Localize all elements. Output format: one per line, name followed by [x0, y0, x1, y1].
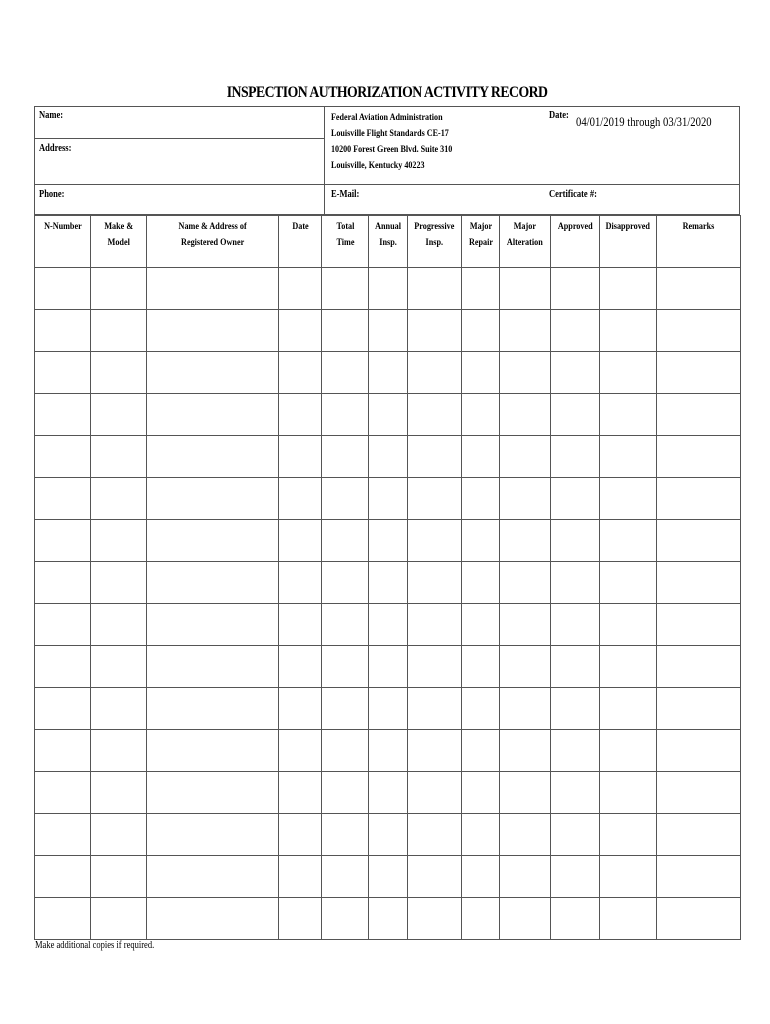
table-cell[interactable]: [279, 604, 322, 646]
table-cell[interactable]: [322, 898, 369, 940]
table-cell[interactable]: [600, 898, 657, 940]
table-cell[interactable]: [462, 310, 500, 352]
table-cell[interactable]: [408, 352, 462, 394]
table-cell[interactable]: [369, 310, 408, 352]
table-cell[interactable]: [279, 814, 322, 856]
address-label: Address:: [39, 143, 72, 154]
table-cell[interactable]: [600, 394, 657, 436]
table-row: [35, 730, 741, 772]
table-cell[interactable]: [408, 646, 462, 688]
table-cell[interactable]: [147, 394, 279, 436]
table-cell[interactable]: [91, 394, 147, 436]
table-cell[interactable]: [462, 814, 500, 856]
table-cell[interactable]: [500, 394, 551, 436]
table-cell[interactable]: [91, 772, 147, 814]
table-row: [35, 268, 741, 310]
table-row: [35, 478, 741, 520]
table-cell[interactable]: [35, 478, 91, 520]
table-cell[interactable]: [147, 436, 279, 478]
table-cell[interactable]: [35, 352, 91, 394]
table-cell[interactable]: [279, 436, 322, 478]
table-cell[interactable]: [600, 520, 657, 562]
table-cell[interactable]: [147, 814, 279, 856]
table-cell[interactable]: [369, 688, 408, 730]
table-cell[interactable]: [462, 898, 500, 940]
table-cell[interactable]: [551, 268, 600, 310]
faa-line-3: 10200 Forest Green Blvd. Suite 310: [331, 145, 453, 155]
table-cell[interactable]: [322, 856, 369, 898]
table-cell[interactable]: [279, 562, 322, 604]
col-make-model: Make & Model: [91, 216, 147, 268]
table-cell[interactable]: [462, 562, 500, 604]
date-range-value: 04/01/2019 through 03/31/2020: [576, 114, 712, 129]
table-cell[interactable]: [408, 688, 462, 730]
table-cell[interactable]: [600, 772, 657, 814]
col-disapproved: Disapproved: [600, 216, 657, 268]
table-cell[interactable]: [279, 730, 322, 772]
table-cell[interactable]: [462, 352, 500, 394]
table-cell[interactable]: [369, 646, 408, 688]
table-cell[interactable]: [147, 898, 279, 940]
table-cell[interactable]: [322, 814, 369, 856]
faa-line-4: Louisville, Kentucky 40223: [331, 161, 425, 171]
table-cell[interactable]: [279, 646, 322, 688]
col-major-alteration: Major Alteration: [500, 216, 551, 268]
table-cell[interactable]: [408, 856, 462, 898]
table-cell[interactable]: [322, 562, 369, 604]
table-cell[interactable]: [322, 268, 369, 310]
table-cell[interactable]: [147, 688, 279, 730]
table-cell[interactable]: [657, 310, 741, 352]
activity-log-table: [34, 215, 741, 940]
table-cell[interactable]: [462, 730, 500, 772]
table-cell[interactable]: [35, 772, 91, 814]
table-cell[interactable]: [551, 772, 600, 814]
table-cell[interactable]: [600, 730, 657, 772]
table-cell[interactable]: [600, 814, 657, 856]
table-cell[interactable]: [147, 646, 279, 688]
table-cell[interactable]: [35, 268, 91, 310]
table-cell[interactable]: [551, 646, 600, 688]
table-cell[interactable]: [35, 520, 91, 562]
table-cell[interactable]: [600, 352, 657, 394]
table-cell[interactable]: [279, 268, 322, 310]
table-cell[interactable]: [462, 436, 500, 478]
table-cell[interactable]: [147, 856, 279, 898]
table-cell[interactable]: [369, 772, 408, 814]
table-cell[interactable]: [462, 268, 500, 310]
table-cell[interactable]: [657, 688, 741, 730]
table-row: [35, 646, 741, 688]
table-cell[interactable]: [91, 856, 147, 898]
table-cell[interactable]: [500, 688, 551, 730]
table-cell[interactable]: [147, 310, 279, 352]
table-cell[interactable]: [500, 436, 551, 478]
table-cell[interactable]: [408, 562, 462, 604]
table-cell[interactable]: [462, 688, 500, 730]
table-row: [35, 814, 741, 856]
table-cell[interactable]: [279, 310, 322, 352]
table-cell[interactable]: [500, 856, 551, 898]
table-cell[interactable]: [500, 352, 551, 394]
table-cell[interactable]: [657, 814, 741, 856]
table-cell[interactable]: [657, 478, 741, 520]
table-cell[interactable]: [551, 814, 600, 856]
table-row: [35, 898, 741, 940]
table-cell[interactable]: [35, 688, 91, 730]
table-cell[interactable]: [551, 604, 600, 646]
table-cell[interactable]: [147, 772, 279, 814]
col-progressive-insp: Progressive Insp.: [408, 216, 462, 268]
table-cell[interactable]: [657, 520, 741, 562]
table-cell[interactable]: [408, 268, 462, 310]
table-cell[interactable]: [91, 352, 147, 394]
col-total-time: Total Time: [322, 216, 369, 268]
table-cell[interactable]: [369, 604, 408, 646]
table-cell[interactable]: [35, 310, 91, 352]
table-row: [35, 688, 741, 730]
faa-line-2: Louisville Flight Standards CE-17: [331, 129, 449, 139]
table-cell[interactable]: [462, 604, 500, 646]
faa-address-block: [331, 110, 452, 174]
table-cell[interactable]: [91, 520, 147, 562]
table-cell[interactable]: [500, 730, 551, 772]
table-cell[interactable]: [462, 772, 500, 814]
table-cell[interactable]: [408, 772, 462, 814]
table-cell[interactable]: [551, 688, 600, 730]
table-cell[interactable]: [322, 352, 369, 394]
table-cell[interactable]: [657, 436, 741, 478]
table-cell[interactable]: [551, 520, 600, 562]
table-cell[interactable]: [35, 856, 91, 898]
table-cell[interactable]: [35, 646, 91, 688]
table-row: [35, 352, 741, 394]
table-cell[interactable]: [551, 352, 600, 394]
table-cell[interactable]: [322, 394, 369, 436]
table-cell[interactable]: [551, 898, 600, 940]
table-cell[interactable]: [369, 268, 408, 310]
name-label: Name:: [39, 110, 64, 121]
table-cell[interactable]: [600, 646, 657, 688]
table-cell[interactable]: [147, 478, 279, 520]
table-cell[interactable]: [408, 604, 462, 646]
table-cell[interactable]: [551, 394, 600, 436]
table-header-row: [35, 216, 741, 268]
date-label: Date:: [549, 110, 569, 121]
table-cell[interactable]: [657, 646, 741, 688]
table-cell[interactable]: [35, 436, 91, 478]
table-cell[interactable]: [462, 646, 500, 688]
table-cell[interactable]: [369, 856, 408, 898]
table-cell[interactable]: [462, 394, 500, 436]
table-cell[interactable]: [35, 730, 91, 772]
table-row: [35, 394, 741, 436]
table-cell[interactable]: [408, 436, 462, 478]
header-divider-name-address: [34, 138, 324, 139]
header-divider-phone: [34, 184, 740, 185]
table-cell[interactable]: [408, 478, 462, 520]
table-cell[interactable]: [322, 478, 369, 520]
table-cell[interactable]: [600, 310, 657, 352]
table-cell[interactable]: [322, 310, 369, 352]
table-cell[interactable]: [657, 772, 741, 814]
table-row: [35, 772, 741, 814]
table-row: [35, 436, 741, 478]
table-cell[interactable]: [369, 814, 408, 856]
phone-label: Phone:: [39, 189, 65, 200]
table-cell[interactable]: [408, 814, 462, 856]
table-cell[interactable]: [279, 688, 322, 730]
table-cell[interactable]: [408, 310, 462, 352]
table-cell[interactable]: [657, 898, 741, 940]
table-cell[interactable]: [551, 856, 600, 898]
table-cell[interactable]: [147, 730, 279, 772]
table-cell[interactable]: [657, 604, 741, 646]
table-cell[interactable]: [408, 394, 462, 436]
table-cell[interactable]: [279, 352, 322, 394]
table-cell[interactable]: [91, 268, 147, 310]
table-cell[interactable]: [279, 898, 322, 940]
table-cell[interactable]: [462, 478, 500, 520]
table-cell[interactable]: [369, 352, 408, 394]
table-cell[interactable]: [147, 604, 279, 646]
table-cell[interactable]: [500, 562, 551, 604]
table-cell[interactable]: [600, 856, 657, 898]
table-cell[interactable]: [369, 478, 408, 520]
header-divider-vertical: [324, 106, 325, 215]
table-row: [35, 856, 741, 898]
table-cell[interactable]: [500, 310, 551, 352]
table-cell[interactable]: [551, 562, 600, 604]
table-cell[interactable]: [147, 352, 279, 394]
table-cell[interactable]: [500, 772, 551, 814]
table-cell[interactable]: [35, 898, 91, 940]
table-cell[interactable]: [600, 562, 657, 604]
table-cell[interactable]: [147, 520, 279, 562]
certificate-label: Certificate #:: [549, 189, 597, 200]
table-cell[interactable]: [322, 772, 369, 814]
table-cell[interactable]: [91, 310, 147, 352]
email-label: E-Mail:: [331, 189, 360, 200]
table-cell[interactable]: [91, 688, 147, 730]
table-cell[interactable]: [500, 520, 551, 562]
table-cell[interactable]: [657, 394, 741, 436]
table-cell[interactable]: [600, 688, 657, 730]
table-cell[interactable]: [657, 268, 741, 310]
faa-line-1: Federal Aviation Administration: [331, 113, 443, 123]
table-cell[interactable]: [322, 646, 369, 688]
form-title: INSPECTION AUTHORIZATION ACTIVITY RECORD: [226, 84, 548, 101]
table-cell[interactable]: [147, 268, 279, 310]
table-cell[interactable]: [500, 814, 551, 856]
col-approved: Approved: [551, 216, 600, 268]
table-cell[interactable]: [600, 436, 657, 478]
table-cell[interactable]: [462, 856, 500, 898]
table-cell[interactable]: [369, 562, 408, 604]
table-cell[interactable]: [369, 898, 408, 940]
table-cell[interactable]: [500, 604, 551, 646]
col-owner: Name & Address of Registered Owner: [147, 216, 279, 268]
table-row: [35, 520, 741, 562]
table-cell[interactable]: [408, 898, 462, 940]
table-cell[interactable]: [551, 436, 600, 478]
table-cell[interactable]: [657, 562, 741, 604]
table-cell[interactable]: [35, 394, 91, 436]
col-n-number: N-Number: [35, 216, 91, 268]
col-major-repair: Major Repair: [462, 216, 500, 268]
table-cell[interactable]: [35, 562, 91, 604]
table-row: [35, 310, 741, 352]
table-cell[interactable]: [408, 520, 462, 562]
table-cell[interactable]: [369, 520, 408, 562]
footnote: Make additional copies if required.: [35, 940, 155, 951]
table-cell[interactable]: [322, 604, 369, 646]
table-cell[interactable]: [322, 730, 369, 772]
table-cell[interactable]: [279, 856, 322, 898]
table-cell[interactable]: [551, 478, 600, 520]
table-cell[interactable]: [279, 394, 322, 436]
table-cell[interactable]: [279, 772, 322, 814]
table-cell[interactable]: [35, 604, 91, 646]
col-remarks: Remarks: [657, 216, 741, 268]
table-cell[interactable]: [369, 436, 408, 478]
table-cell[interactable]: [91, 814, 147, 856]
table-cell[interactable]: [322, 520, 369, 562]
col-annual-insp: Annual Insp.: [369, 216, 408, 268]
table-cell[interactable]: [369, 394, 408, 436]
table-cell[interactable]: [35, 814, 91, 856]
table-cell[interactable]: [279, 520, 322, 562]
table-cell[interactable]: [91, 898, 147, 940]
table-cell[interactable]: [91, 604, 147, 646]
table-cell[interactable]: [600, 604, 657, 646]
table-cell[interactable]: [657, 352, 741, 394]
table-cell[interactable]: [147, 562, 279, 604]
table-cell[interactable]: [657, 856, 741, 898]
table-cell[interactable]: [91, 646, 147, 688]
table-row: [35, 604, 741, 646]
table-cell[interactable]: [91, 730, 147, 772]
table-cell[interactable]: [408, 730, 462, 772]
table-cell[interactable]: [600, 478, 657, 520]
table-cell[interactable]: [551, 310, 600, 352]
table-row: [35, 562, 741, 604]
table-cell[interactable]: [322, 688, 369, 730]
col-date: Date: [279, 216, 322, 268]
table-cell[interactable]: [657, 730, 741, 772]
table-cell[interactable]: [91, 562, 147, 604]
table-cell[interactable]: [91, 478, 147, 520]
table-cell[interactable]: [600, 268, 657, 310]
table-cell[interactable]: [500, 478, 551, 520]
table-cell[interactable]: [500, 898, 551, 940]
table-cell[interactable]: [279, 478, 322, 520]
table-cell[interactable]: [500, 646, 551, 688]
table-cell[interactable]: [462, 520, 500, 562]
table-cell[interactable]: [322, 436, 369, 478]
table-cell[interactable]: [369, 730, 408, 772]
table-cell[interactable]: [91, 436, 147, 478]
table-cell[interactable]: [500, 268, 551, 310]
table-cell[interactable]: [551, 730, 600, 772]
